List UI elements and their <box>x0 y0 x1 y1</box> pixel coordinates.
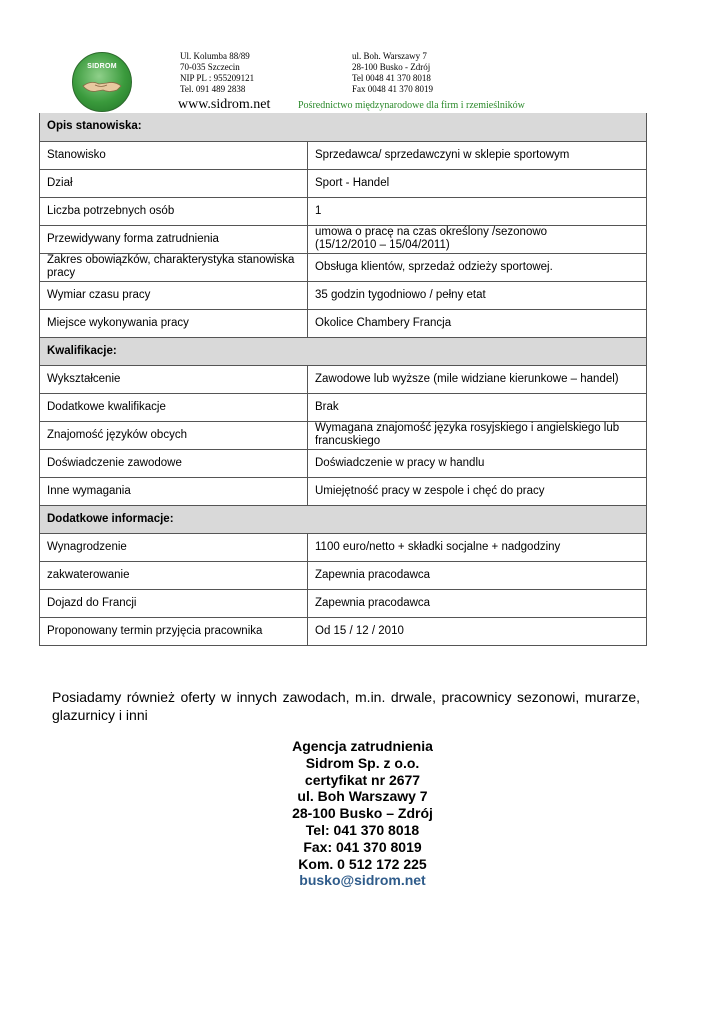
row-value: Okolice Chambery Francja <box>308 309 647 337</box>
row-label: Dział <box>40 169 308 197</box>
address-line: Tel 0048 41 370 8018 <box>352 73 431 83</box>
section-header-row <box>40 505 647 533</box>
row-value: 35 godzin tygodniowo / pełny etat <box>308 281 647 309</box>
address-right <box>352 51 433 95</box>
table-row <box>40 393 647 421</box>
section-title: Opis stanowiska: <box>40 113 647 141</box>
agency-line: Fax: 041 370 8019 <box>303 838 422 855</box>
agency-line: Sidrom Sp. z o.o. <box>305 754 420 771</box>
address-line: 70-035 Szczecin <box>180 62 240 72</box>
row-label: Miejsce wykonywania pracy <box>40 309 308 337</box>
row-value: Sport - Handel <box>308 169 647 197</box>
row-label: Wynagrodzenie <box>40 533 308 561</box>
table-row <box>40 253 647 281</box>
row-label: Wykształcenie <box>40 365 308 393</box>
row-value: Zapewnia pracodawca <box>308 561 647 589</box>
agency-line: ul. Boh Warszawy 7 <box>297 788 428 805</box>
other-offers-note: Posiadamy również oferty w innych zawodach, m.in. drwale, pracownicy sezonowi, murarze, glazurnicy i inni <box>52 689 640 723</box>
address-line: NIP PL : 955209121 <box>180 73 255 83</box>
row-value: Od 15 / 12 / 2010 <box>308 617 647 645</box>
row-value: Doświadczenie w pracy w handlu <box>308 449 647 477</box>
section-title: Dodatkowe informacje: <box>40 505 647 533</box>
row-label: Stanowisko <box>40 141 308 169</box>
row-label: Inne wymagania <box>40 477 308 505</box>
row-value: Obsługa klientów, sprzedaż odzieży sportowej. <box>308 253 647 281</box>
table-row <box>40 225 647 253</box>
table-row <box>40 533 647 561</box>
address-line: Fax 0048 41 370 8019 <box>352 84 433 94</box>
agency-line: 28-100 Busko – Zdrój <box>292 805 433 822</box>
row-value: Sprzedawca/ sprzedawczyni w sklepie sportowym <box>308 141 647 169</box>
row-label: Wymiar czasu pracy <box>40 281 308 309</box>
table-row <box>40 421 647 449</box>
row-label: Przewidywany forma zatrudnienia <box>40 225 308 253</box>
row-label: Znajomość języków obcych <box>40 421 308 449</box>
row-label: Liczba potrzebnych osób <box>40 197 308 225</box>
section-title: Kwalifikacje: <box>40 337 647 365</box>
table-row <box>40 197 647 225</box>
table-row <box>40 169 647 197</box>
agency-contact <box>0 738 725 889</box>
table-row <box>40 617 647 645</box>
row-value: Zawodowe lub wyższe (mile widziane kierunkowe – handel) <box>308 365 647 393</box>
company-logo <box>72 52 132 112</box>
row-value: 1 <box>308 197 647 225</box>
row-value: 1100 euro/netto + składki socjalne + nadgodziny <box>308 533 647 561</box>
row-value: umowa o pracę na czas określony /sezonowo (15/12/2010 – 15/04/2011) <box>308 225 647 253</box>
section-header-row <box>40 337 647 365</box>
table-row <box>40 589 647 617</box>
row-label: Doświadczenie zawodowe <box>40 449 308 477</box>
address-line: 28-100 Busko - Zdrój <box>352 62 431 72</box>
agency-line: Agencja zatrudnienia <box>292 738 433 754</box>
tagline: Pośrednictwo międzynarodowe dla firm i rzemieślników <box>298 100 525 111</box>
address-line: Tel. 091 489 2838 <box>180 84 246 94</box>
agency-email-link[interactable]: busko@sidrom.net <box>299 872 426 889</box>
table-row <box>40 365 647 393</box>
table-row <box>40 477 647 505</box>
table-row <box>40 309 647 337</box>
row-label: zakwaterowanie <box>40 561 308 589</box>
row-value: Wymagana znajomość języka rosyjskiego i angielskiego lub francuskiego <box>308 421 647 449</box>
row-label: Dodatkowe kwalifikacje <box>40 393 308 421</box>
row-value: Zapewnia pracodawca <box>308 589 647 617</box>
row-label: Dojazd do Francji <box>40 589 308 617</box>
handshake-icon <box>81 77 123 95</box>
row-label: Zakres obowiązków, charakterystyka stanowiska pracy <box>40 253 308 281</box>
row-value: Brak <box>308 393 647 421</box>
address-line: Ul. Kolumba 88/89 <box>180 51 250 61</box>
table-row <box>40 561 647 589</box>
table-row <box>40 449 647 477</box>
website-link[interactable]: www.sidrom.net <box>178 97 271 112</box>
job-offer-table <box>39 113 647 646</box>
logo-text: SIDROM <box>87 63 117 70</box>
agency-line: Tel: 041 370 8018 <box>305 821 420 838</box>
address-left <box>180 51 254 95</box>
agency-line: Kom. 0 512 172 225 <box>298 855 427 872</box>
agency-line: certyfikat nr 2677 <box>304 771 421 788</box>
table-row <box>40 141 647 169</box>
table-row <box>40 281 647 309</box>
address-line: ul. Boh. Warszawy 7 <box>352 51 427 61</box>
row-label: Proponowany termin przyjęcia pracownika <box>40 617 308 645</box>
section-header-row <box>40 113 647 141</box>
row-value: Umiejętność pracy w zespole i chęć do pracy <box>308 477 647 505</box>
